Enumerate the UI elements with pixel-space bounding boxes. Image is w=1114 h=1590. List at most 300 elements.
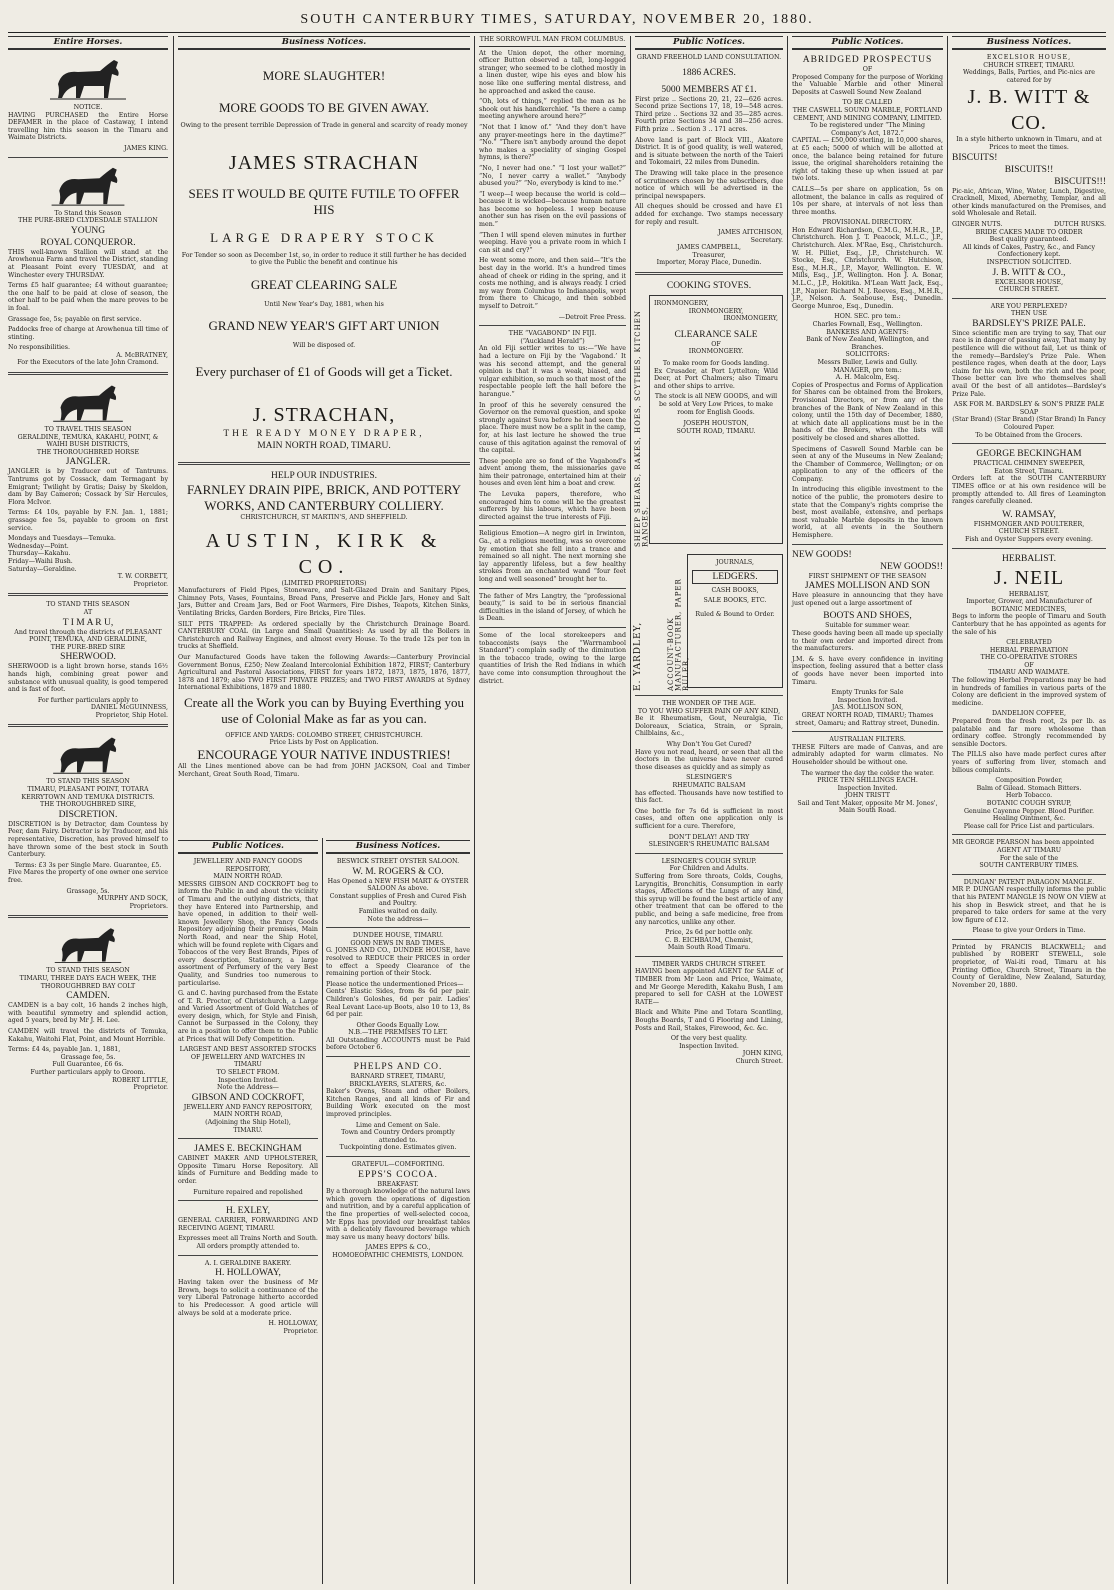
ad-body: Black and White Pine and Totara Scantling, Boughs Boards, T and G Flooring and Lining, Posts and Rail, Stakes, Firewood, &c. &c. <box>635 1009 783 1032</box>
ad-sub: BREAKFAST. <box>377 1180 419 1188</box>
ad-sub: DON'T DELAY! AND TRY <box>668 833 750 841</box>
ad-intro: TO TRAVEL THIS SEASON <box>44 426 132 434</box>
ad-headline: LARGE DRAPERY STOCK <box>210 229 438 245</box>
ad-sub: PROVISIONAL DIRECTORY. <box>822 219 913 227</box>
ad-headline: THE CO-OPERATIVE STORES <box>980 654 1078 662</box>
ad-sub: PRACTICAL CHIMNEY SWEEPER, <box>973 460 1085 468</box>
horse-icon <box>48 923 128 965</box>
ad-body: J.M. & S. have every confidence in inviting inspection, feeling assured that a better class of goods have never been imported into Timaru. <box>792 655 943 686</box>
ad-address: Importer, Moray Place, Dunedin. <box>656 259 762 267</box>
ad-body: Proposed Company for the purpose of Working the Valuable Marble and other Mineral Deposits at Caswell Sound New Zealand <box>792 73 943 96</box>
ad-body: G. and C. having purchased from the Estate of T. R. Proctor, of Christchurch, a Large and Varied Assortment of Gold Watches of every design, which, for Style and Finish, Cannot be Surpassed in the Colony, they are in a position to offer them to the Public at Prices that will Defy Competition. <box>178 990 318 1043</box>
ad-body: Our Manufactured Goods have taken the following Awards:—Canterbury Provincial Government Bonus, £250; New Zealand Intercolonial Exhibition 1872, FIRST; Canterbury Agricultural and Pastoral Associations, FIRST for years 1872, 1873, 1875, 1876, 1877, 1878 and 1879; also TWO FIRST PRIVATE PRIZES; and TWO FIRST AWARDS at Sydney International Exhibitions, 1879 and 1880. <box>178 653 470 692</box>
ad-address: SOUTH ROAD, TIMARU. <box>676 427 756 435</box>
horse-icon <box>48 732 128 776</box>
ad-grassage: Grassage fee, 5s. <box>60 1053 116 1061</box>
article-paragraph: “No, I never had one.” “I lost your wallet?” “No, I never carry a wallet.” “Anybody abused you?” “No, everybody is kind to me.” <box>479 164 626 188</box>
ad-location: CHRISTCHURCH, ST MARTIN'S, AND SHEFFIELD. <box>240 513 408 521</box>
ad-terms: Terms: £3 3s per Single Mare. Guarantee, £5. <box>14 861 162 869</box>
ad-sub: Inspection Invited. <box>837 696 898 704</box>
ad-signature-sub: Proprietor. <box>133 1084 168 1092</box>
ad-body: SHERWOOD is a light brown horse, stands 16½ hands high, combining great power and substance with unusual quality, is good tempered and is fast of foot. <box>8 663 168 694</box>
ad-signature-sub: HOMOEOPATHIC CHEMISTS, LONDON. <box>332 1251 464 1259</box>
ad-headline: IRONMONGERY, <box>723 315 778 323</box>
ad-body: THESE Filters are made of Canvas, and are admirably adapted for warm climates. No Householder should be without one. <box>792 743 943 766</box>
column-public-notices-2 <box>792 36 943 1584</box>
ad-body: All kinds of Cakes, Pastry, &c., and Fancy Confectionery kept. <box>962 243 1096 259</box>
ad-signature: A. McBRATNEY, <box>116 351 168 359</box>
ad-body: Hon Edward Richardson, C.M.G., M.H.R., J.P., Christchurch. Hon J. T. Peacock, M.L.C., J.P., Christchurch. Alex. M'Rae, Esq., Christchurch. W. H. Pilliet, Esq., J.P., Christchurch. W. Stocke, Esq., Christchurch. W. Hutchison, Esq., M.H.R., J.P., Mayor, Wellington. E. W. Mills, Esq., J.P., Wellington. Hon J. A. Bonar, M.L.C., J.P., Hokitika. M'Lean Watt Jack, Esq., J.P., Napier. Richard N. J. Reeves, Esq., M.H.R., J.P., Nelson. A. Seabouse, Esq., Dunedin. George Munroe, Esq., Dunedin. <box>792 226 943 310</box>
ad-sub: Suitable for summer wear. <box>825 622 910 630</box>
ad-signature: JOHN TRISTT <box>845 792 890 800</box>
article-title: THE “VAGABOND” IN FIJI. <box>508 330 597 338</box>
ad-signature: JAS. MOLLISON SON, <box>831 704 904 712</box>
ad-sub: Families waited on daily. <box>358 907 438 915</box>
column-divider <box>947 36 948 1584</box>
article-paragraph: The Levuka papers, therefore, who encouraged him to come will be the greatest sufferers by his labours, which have been directed against the true interests of Fiji. <box>479 491 626 521</box>
ad-sub: AGENT AT TIMARU <box>996 846 1062 854</box>
ad-item: Healing Ointment, &c. <box>992 815 1066 823</box>
ad-address: Eaton Street, Timaru. <box>994 467 1064 475</box>
horse-name: JANGLER. <box>65 457 111 468</box>
ad-headline: Every purchaser of £1 of Goods will get a Ticket. <box>195 363 453 379</box>
article-credit: —Detroit Free Press. <box>558 313 626 321</box>
schedule-line: Friday—Waihi Bush. <box>8 557 73 565</box>
notice-body: HAVING PURCHASED the Entire Horse DEFAMER in the place of Castaway, I intend travelling him this season in the Timaru and Waimate Districts. <box>8 111 168 142</box>
ad-body: First prize .. Sections 20, 21, 22—626 acres. Second prize Sections 17, 18, 19—548 acres. Third prize .. Sections 32 and 35—285 acres. Fourth prize Sections 34 and 38—256 acres. Fifth prize .. Section 3 .. 171 acres. <box>635 95 783 133</box>
ad-item: JOURNALS, <box>715 559 755 567</box>
ad-body: Orders left at the SOUTH CANTERBURY TIMES office or at his own residence will be promptly attended to. All fires of Leamington ranges carefully cleaned. <box>952 475 1106 506</box>
ad-responsibility: No responsibilities. <box>8 344 70 352</box>
article-title: THE SORROWFUL MAN FROM COLUMBUS. <box>479 36 626 47</box>
ad-sub: For the sale of the <box>999 854 1059 862</box>
column-public-notices-sub <box>178 840 318 1584</box>
article-paragraph: “Then I will spend eleven minutes in further weeping. Have you a private room in which I can sit and cry?” <box>479 231 626 254</box>
ad-note: Five Mares the property of one owner one service free. <box>8 869 168 884</box>
ad-sub: MANAGER, pro tem.: <box>833 366 902 374</box>
ad-headline: BISCUITS! <box>952 152 998 163</box>
ad-sub: OF <box>862 66 873 73</box>
ad-signature: J. STRACHAN, <box>252 403 396 426</box>
ad-headline: FIRST SHIPMENT OF THE SEASON <box>808 572 927 580</box>
ad-sub: PRICE TEN SHILLINGS EACH. <box>817 777 918 785</box>
ad-item: CASH BOOKS, <box>711 586 759 594</box>
horse-name: CAMDEN. <box>66 991 110 1002</box>
ad-body: Gents' Elastic Sides, from 8s 6d per pair. Children's Goloshes, 6d per pair. Ladies' Real Levant Lace-up Boots, also 10 to 13, 8s 6d per pair. <box>326 988 470 1019</box>
ad-headline: A. I. GERALDINE BAKERY. <box>204 1259 292 1267</box>
ad-body: MR P. DUNGAN respectfully informs the public that his PATENT MANGLE IS NOW ON VIEW at his shop in Beswick street, and that he is prepared to take orders for same at the very low figure of £12. <box>952 886 1106 924</box>
ad-body: Weddings, Balls, Parties, and Pic-nics are catered for by <box>962 69 1096 84</box>
horse-name: YOUNG <box>70 225 106 236</box>
ad-sub: Price, 2s 6d per bottle only. <box>665 929 753 937</box>
ad-sub: CELEBRATED <box>1006 639 1052 647</box>
ad-sub: The warmer the day the colder the water. <box>801 769 934 777</box>
ad-signature-sub: Secretary. <box>750 236 783 244</box>
ad-sub: (Star Brand) (Star Brand) (Star Brand) In Fancy Coloured Paper. <box>952 416 1106 431</box>
ad-headline: COOKING STOVES. <box>666 281 752 292</box>
column-business-notices-sub <box>326 840 470 1584</box>
ad-headline: DUNDEE HOUSE, TIMARU. <box>352 932 444 940</box>
article-paragraph: He went some more, and then said—“It's the best day in the world. It's a hundred times ahead of cheek or riding in the spring, and it costs me nothing, and is always ready. I cried my way from Columbus to Indianapolis, wept from there to Chicago, and then sobbed myself to Detroit.” <box>479 257 626 310</box>
ad-body: A. H. Malcolm, Esq. <box>835 374 900 382</box>
ad-body: Will be disposed of. <box>292 342 356 350</box>
article-paragraph: An old Fiji settler writes to us:—“We have had a lecture on Fiji by the ‘Vagabond.’ It was his second attempt, and the general opinion is that it was a weak, biased, and vulgar exhibition, so much so that most of the respectable people left the hall before the harangue.” <box>479 345 626 398</box>
ad-sub: To be registered under “The Mining Company's Act, 1872.” <box>809 122 925 137</box>
ad-headline: GRAND NEW YEAR'S GIFT ART UNION <box>208 318 440 334</box>
ad-name: THE CASWELL SOUND MARBLE, FORTLAND CEMENT, AND MINING COMPANY, LIMITED. <box>792 106 943 122</box>
ad-headline: SOUTH CANTERBURY TIMES. <box>979 862 1079 870</box>
ad-sub: JEWELLERY AND FANCY REPOSITORY, <box>183 1103 313 1111</box>
ad-headline: IRONMONGERY, <box>688 307 744 315</box>
ad-sub: Inspection Invited. <box>218 1076 278 1084</box>
ad-sub: OF <box>1024 661 1034 669</box>
ad-body: Have you not read, heard, or seen that all the doctors in the universe have never cured those diseases as quickly and as simply as <box>635 748 783 771</box>
column-business-notices-wide <box>178 36 470 831</box>
ad-body: Having taken over the business of Mr Brown, begs to solicit a continuance of the very Liberal Patronage hitherto accorded to his Predecessor. A good article will always be sold at a moderate price. <box>178 1279 318 1317</box>
schedule-line: Wednesday—Point. <box>8 542 69 550</box>
ad-body: The following Herbal Preparations may be had in hundreds of families in various parts of the Colony are deficient in the improved system of medicine. <box>952 677 1106 707</box>
section-header: Business Notices. <box>326 840 470 854</box>
ad-signature: T. W. CORBETT, <box>117 573 168 581</box>
ad-headline: 5000 MEMBERS AT £1. <box>661 84 757 95</box>
ad-name: JAMES E. BECKINGHAM <box>194 1144 302 1155</box>
ad-name: H. EXLEY, <box>226 1206 270 1217</box>
ad-contact: Further particulars apply to Groom. <box>30 1068 146 1076</box>
ad-body: GENERAL CARRIER, FORWARDING AND RECEIVING AGENT, TIMARU. <box>178 1217 318 1232</box>
ad-name: J. B. WITT & CO. <box>967 86 1091 135</box>
column-entire-horses <box>8 36 168 1584</box>
ad-body: In introducing this eligible investment to the notice of the public, the promoters desire to state that the Company's rights comprise the best, most available, extensive, and perhaps most valuable Marble deposits in the known world, at all events in the Southern Hemisphere. <box>792 486 943 540</box>
ad-body: All the Lines mentioned above can be had from JOHN JACKSON, Coal and Timber Merchant, Great South Road, Timaru. <box>178 763 470 778</box>
ad-headline: ASK FOR M. BARDSLEY & SON'S PRIZE PALE SOAP <box>953 401 1105 416</box>
ad-headline: TIMBER YARDS CHURCH STREET. <box>652 960 766 968</box>
ad-body: Specimens of Caswell Sound Marble can be seen at any of the Museums in New Zealand; the Chamber of Commerce, Wellington; or on application to any of the officers of the Company. <box>792 445 943 483</box>
horse-name: DISCRETION. <box>58 809 118 820</box>
ad-signature: JAMES AITCHISON, <box>717 229 783 237</box>
ad-signature: ROBERT LITTLE, <box>112 1076 168 1084</box>
ad-headline: TIMARU AND WAIMATE. <box>988 669 1070 677</box>
ad-body: CAMDEN is a bay colt, 16 hands 2 inches high, with beautiful symmetry and splendid action, aged 5 years, bred by Mr J. H. Lee. <box>8 1002 168 1025</box>
ad-headline: GINGER NUTS. <box>952 220 1003 228</box>
horse-icon <box>48 380 128 424</box>
ad-sub: Inspection Invited. <box>679 1042 739 1050</box>
ad-signature: DANIEL McGUINNESS, <box>90 704 168 712</box>
notice-signature: JAMES KING. <box>124 144 168 152</box>
ad-sub: N.B.—THE PREMISES TO LET. <box>348 1029 448 1037</box>
column-business-notices <box>952 36 1106 1584</box>
column-divider <box>787 36 788 1584</box>
ad-address: MAIN NORTH ROAD, <box>213 1111 283 1119</box>
ad-sub: Inspection Invited. <box>837 784 898 792</box>
ad-sub: Note the Address— <box>217 1084 279 1092</box>
ad-headline: GREAT CLEARING SALE <box>250 276 398 292</box>
ad-headline: THE WONDER OF THE AGE. <box>662 700 756 708</box>
section-header: Public Notices. <box>635 36 783 50</box>
ad-body: Baker's Ovens, Steam and other Boilers, Kitchen Ranges, and all kinds of Fir and Building Work executed on the most improved principles. <box>326 1088 470 1119</box>
ad-headline: 1886 ACRES. <box>682 67 736 78</box>
ad-headline: FARNLEY DRAIN PIPE, BRICK, AND POTTERY WORKS, AND CANTERBURY COLLIERY. <box>186 481 462 513</box>
ad-sub: Lime and Cement on Sale. <box>355 1121 441 1129</box>
ad-name: EPPS'S COCOA. <box>358 1169 438 1180</box>
ad-body: All cheques should be crossed and have £1 added for exchange. Two stamps necessary for reply and result. <box>635 203 783 226</box>
ad-headline: DANDELION COFFEE, <box>991 710 1066 718</box>
ad-name: J. NEIL <box>993 566 1065 589</box>
ad-sub: To be Obtained from the Grocers. <box>975 431 1083 439</box>
ad-sub: TO SELECT FROM. <box>216 1069 280 1077</box>
ad-sub: Price Lists by Post on Application. <box>269 739 379 747</box>
ad-signature: H. HOLLOWAY, <box>268 1320 318 1328</box>
ad-headline: BISCUITS!! <box>1004 164 1054 175</box>
ad-headline: JEWELLERY AND FANCY GOODS REPOSITORY, <box>193 858 303 873</box>
ad-terms: Terms £5 half guarantee; £4 without guarantee; the one half to be paid at close of season, the other half to be paid when the mare proves to be in foal. <box>8 282 168 312</box>
ad-signature: JAMES CAMPBELL, <box>676 244 742 252</box>
ad-signature: C. B. EICHBAUM, Chemist, <box>665 936 753 944</box>
ad-name: PHELPS AND CO. <box>353 1062 443 1073</box>
article-paragraph: At the Union depot, the other morning, officer Button observed a tall, long-legged stranger, who seemed to be clothed mostly in a linen duster, wipe his eyes and blow his nose like one suffering mental distress, and he approached and asked the cause. <box>479 49 626 95</box>
ad-sub: HON. SEC. pro tem.: <box>834 313 901 321</box>
ad-headline: BISCUITS!!! <box>1054 176 1106 187</box>
ad-headline: DUNGAN' PATENT PARAGON MANGLE. <box>963 878 1095 886</box>
ad-body: MR GEORGE PEARSON has been appointed <box>952 839 1095 847</box>
ad-travel: And travel through the districts of PLEASANT POINT, TEMUKA, AND GERALDINE, <box>14 628 162 644</box>
ad-item: Genuine Cayenne Pepper. Blood Purifier. <box>964 807 1094 815</box>
ad-body: For Tender so soon as December 1st, so, in order to reduce it still further he has decided to give the Public the benefit and continue his <box>181 251 467 267</box>
ad-body: The PILLS also have made perfect cures after years of suffering from liver, stomach and bilious complaints. <box>952 751 1106 774</box>
ad-address: TIMARU. <box>233 1126 263 1134</box>
ad-breed: THE PURE-BRED CLYDESDALE STALLION <box>18 217 158 225</box>
ad-headline: MORE SLAUGHTER! <box>262 68 386 83</box>
imprint: Printed by FRANCIS BLACKWELL; and published by ROBERT STEWELL, sole proprietor, of Wai-iti road, Timaru at his Printing Office, Church Street, Timaru in the County of Geraldine, New Zealand, Saturday, November 20, 1880. <box>952 943 1106 989</box>
ad-sub: Tuckpointing done. Estimates given. <box>339 1144 457 1152</box>
ad-address: Church Street. <box>735 1058 783 1065</box>
ad-body: Since scientific men are trying to say, That our race is in danger of passing away, That many by pestilence will die without fail, Let us think of the remedy—Bardsley's Prize Pale. When pestilence rages, when death at the door, Lays claim for his own, both the rich and the poor, Those better can live who themselves shall avail Of the best of all antidotes—Bardsley's Prize Pale. <box>952 329 1106 398</box>
column-reading-matter <box>479 36 626 1584</box>
ad-breed: THE THOROUGHBRED HORSE <box>36 448 140 456</box>
ad-headline: GRATEFUL—COMFORTING. <box>351 1161 445 1168</box>
ad-address: MAIN NORTH ROAD, TIMARU. <box>257 440 391 451</box>
section-header: Public Notices. <box>178 840 318 854</box>
ad-headline: GRAND FREEHOLD LAND CONSULTATION. <box>636 54 782 61</box>
horse-name: ROYAL CONQUEROR. <box>40 237 136 248</box>
article-paragraph: Some of the local storekeepers and tobacconists (says the “Warrnambool Standard”) complain sadly of the diminution in the tobacco trade, owing to the large quantities of Irish the Red Indians in which have come into consumption throughout the district. <box>479 631 626 685</box>
ad-body: THIS well-known Stallion will stand at the Arowhenua Farm and travel the District, standing at Pleasant Point every TUESDAY, and at Winchester every THURSDAY. <box>8 248 168 279</box>
ad-sub: Note the address— <box>367 915 429 923</box>
ad-sub: BARNARD STREET, TIMARU, BRICKLAYERS, SLATERS, &c. <box>349 1073 447 1088</box>
section-header: Entire Horses. <box>8 36 168 50</box>
ad-body: All Outstanding ACCOUNTS must be Paid before October 6. <box>326 1036 470 1052</box>
masthead-rule <box>8 32 1106 33</box>
ad-sub: Ruled & Bound to Order. <box>695 610 775 618</box>
ad-body: G. JONES AND CO., DUNDEE HOUSE, have resolved to REDUCE their PRICES in order to effect a Speedy Clearance of the remaining portion of their Stock. <box>326 947 470 978</box>
section-header: Public Notices. <box>792 36 943 50</box>
ad-places: TIMARU, THREE DAYS EACH WEEK, THE THOROUGHBRED BAY COLT <box>19 974 157 990</box>
ad-name: JAMES MOLLISON AND SON <box>804 581 931 592</box>
ad-body: JANGLER is by Traducer out of Tantrums. Tantrums got by Cossack, dam Termagant by Emigrant; Twilight by Gratis; Daisy by Skeldon, dam by Bay Cameron; Cossack by Sir Hercules, Flora McIvor. <box>8 468 168 506</box>
article-paragraph: “I weep—I weep because the world is cold—because it is wicked—because human nature has become so hopeless. I weep because another sun has risen on the evil passions of men.” <box>479 190 626 229</box>
ad-signature: JOHN KING, <box>742 1050 783 1058</box>
article-paragraph: The father of Mrs Langtry, the “professional beauty,” is said to be in serious financial difficulties in the island of Jersey, of which he is Dean. <box>479 592 626 623</box>
ad-item: Composition Powder, <box>995 777 1063 785</box>
ad-name: GEORGE BECKINGHAM <box>976 449 1082 460</box>
ad-name: BARDSLEY'S PRIZE PALE. <box>972 318 1086 329</box>
ad-signature-sub: EXCELSIOR HOUSE, <box>994 278 1064 286</box>
ad-places: GERALDINE, TEMUKA, KAKAHU, POINT, & WAIHI BUSH DISTRICTS, <box>17 433 159 449</box>
ad-body: CABINET MAKER AND UPHOLSTERER, Opposite Timaru Horse Repository. All kinds of Furniture and Bedding made to order. <box>178 1155 318 1185</box>
ad-headline: MORE GOODS TO BE GIVEN AWAY. <box>218 100 430 115</box>
ad-headline: TO YOU WHO SUFFER PAIN OF ANY KIND, <box>637 707 781 715</box>
ad-name: GIBSON AND COCKROFT, <box>191 1092 305 1103</box>
ad-body: Be it Rheumatism, Gout, Neuralgia, Tic Doloreaux, Sciatica, Strain, or Sprain, Chilblains, &c., <box>635 715 783 738</box>
ad-headline: ENCOURAGE YOUR NATIVE INDUSTRIES! <box>197 747 451 763</box>
ad-intro: TO STAND THIS SEASON <box>46 778 130 786</box>
ad-sub: Empty Trunks for Sale <box>831 689 904 697</box>
ad-body: By a thorough knowledge of the natural laws which govern the operations of digestion and nutrition, and by a careful application of the fine properties of well-selected cocoa, Mr Epps has provided our breakfast tables with a delicately flavoured beverage which may save us many heavy doctors' bills. <box>326 1188 470 1241</box>
ad-headline: LESINGER'S COUGH SYRUP. <box>661 857 757 865</box>
ad-item: Balm of Gilead. Stomach Bitters. <box>976 784 1082 792</box>
ad-breed: THE PURE-BRED SIRE <box>50 643 126 651</box>
ad-body: HAVING been appointed AGENT for SALE of TIMBER from Mr Leon and Price, Waimate, and Mr George Meredith, Kakahu Bush, I am prepared to sell for CASH at the LOWEST RATE— <box>635 968 783 1006</box>
ad-paddock: Paddocks free of charge at Arowhenua till time of stinting. <box>8 326 168 341</box>
ad-signature: MURPHY AND SOCK, <box>97 895 168 903</box>
ad-body: Until New Year's Day, 1881, when his <box>264 300 384 308</box>
article-paragraph: “Not that I know of.” “And they don't have any prayer-meetings here in the daytime?” “No.” “There isn't anybody around the depot who makes a speciality of singing Gospel hymns, is there?” <box>479 123 626 162</box>
ad-sub: Furniture repaired and repolished <box>193 1188 303 1196</box>
ad-headline: BRIDE CAKES MADE TO ORDER <box>975 228 1083 236</box>
ad-grassage: Grassage, 5s. <box>66 887 110 895</box>
ad-headline: ARE YOU PERPLEXED? <box>990 302 1068 310</box>
ad-sub: Town and Country Orders promptly attended to. <box>341 1129 455 1144</box>
ad-body: CALLS—5s per share on application, 5s on allotment, the balance in calls as required of 10s per share, at intervals of not less than three months. <box>792 185 943 216</box>
ad-body: Owing to the present terrible Depression of Trade in general and scarcity of ready money <box>180 122 468 129</box>
ad-terms: Terms: £4 10s, payable by F.N. Jan. 1, 1881; grassage fee 5s, payable to groom on first service. <box>8 509 168 532</box>
ad-signature-sub: Treasurer, <box>692 251 726 259</box>
ad-address: MAIN NORTH ROAD. <box>213 873 283 881</box>
ad-body: Importer, Grower, and Manufacturer of BOTANIC MEDICINES, <box>966 598 1092 613</box>
ad-headline: NEW GOODS! <box>792 549 852 560</box>
masthead <box>0 0 1114 32</box>
ad-body: The Drawing will take place in the presence of scrutineers chosen by the subscribers, due notice of which will be advertised in the principal newspapers. <box>635 169 783 200</box>
ad-headline: LARGEST AND BEST ASSORTED STOCKS OF JEWELLERY AND WATCHES IN TIMARU <box>179 1046 317 1069</box>
article-paragraph: These people are so fond of the Vagabond's advent among them, the missionaries gave him their patronage, entertained him at their houses and even lent him a boat and crew. <box>479 457 626 488</box>
ad-sub: Expresses meet all Trains North and South. <box>178 1235 318 1243</box>
section-header: Business Notices. <box>178 36 470 50</box>
ad-address: CHURCH STREET, TIMARU. <box>983 61 1075 69</box>
ad-name: JAMES STRACHAN <box>228 151 420 174</box>
column-divider <box>630 36 631 1584</box>
section-header: Business Notices. <box>952 36 1106 50</box>
ad-places: TIMARU, PLEASANT POINT, TOTARA KERRYTOWN AND TEMUKA DISTRICTS. <box>21 786 155 801</box>
ad-headline: SEES IT WOULD BE QUITE FUTILE TO OFFER HIS <box>188 185 460 217</box>
article-paragraph: “Oh, lots of things,” replied the man as he shook out his handkerchief. “Is there a camp meeting anywhere around here?” <box>479 98 626 121</box>
ad-body: Have pleasure in announcing that they have just opened out a large assortment of <box>792 592 943 607</box>
ad-body: Please notice the undermentioned Prices— <box>326 980 464 988</box>
horse-icon <box>48 54 128 102</box>
ad-body: Messrs Buller, Lewis and Gully. <box>817 358 918 366</box>
ad-body: Bank of New Zealand, Wellington, and Branches. <box>806 336 929 351</box>
ad-name: SLESINGER'S RHEUMATIC BALSAM <box>648 841 770 849</box>
ad-sub: Other Goods Equally Low. <box>356 1021 440 1029</box>
ad-address: Main South Road Timaru. <box>667 944 751 952</box>
masthead-title: SOUTH CANTERBURY TIMES, SATURDAY, NOVEMBER 20, 1880. <box>300 12 814 27</box>
ad-headline: HELP OUR INDUSTRIES. <box>271 470 377 481</box>
ad-body: Fish and Oyster Suppers every evening. <box>965 535 1093 543</box>
notice-title: NOTICE. <box>73 104 103 111</box>
ad-sub: BANKERS AND AGENTS: <box>826 328 909 336</box>
ad-sub: FISHMONGER AND POULTERER, <box>973 520 1085 528</box>
ad-body: One bottle for 7s 6d is sufficient in most cases, and often one application only is sufficient for a cure. Therefore, <box>635 807 783 830</box>
ad-sub: OF <box>711 340 721 348</box>
horse-icon <box>48 162 128 208</box>
column-divider <box>322 838 323 1584</box>
ad-headline: DUTCH RUSKS. <box>1053 220 1106 228</box>
ad-headline: AUSTRALIAN FILTERS. <box>829 736 906 744</box>
ad-signature: JOSEPH HOUSTON, <box>683 420 749 428</box>
ad-address: CHURCH STREET. <box>998 286 1060 294</box>
ad-body: Prepared from the fresh root, 2s per lb. as palatable and far more wholesome than ordinary coffee. Strongly recommended by sensible Doctors. <box>952 718 1106 748</box>
ad-signature-sub: For the Executors of the late John Cramond. <box>17 359 159 367</box>
ad-place: T I M A R U, <box>62 617 114 628</box>
ad-body: CAPITAL — £50,000 sterling, in 10,000 shares, at £5 each; 5000 of which will be allotted at once, the balance being retained for future issue, the original shareholders retaining the right of taking these up when issued at par two lots. <box>792 137 943 183</box>
ad-headline: HERBAL PREPARATION <box>989 646 1069 654</box>
ad-travel: CAMDEN will travel the districts of Temuka, Kakahu, Waitohi Flat, Point, and Mount Horrible. <box>8 1027 168 1043</box>
ad-headline-row <box>952 221 1106 229</box>
ad-headline: CLEARANCE SALE <box>674 329 758 340</box>
ad-address: (Adjoining the Ship Hotel), <box>205 1119 291 1126</box>
ad-headline: EXCELSIOR HOUSE, <box>986 54 1072 61</box>
ad-sub: TO BE CALLED <box>842 99 893 107</box>
article-subtitle: (“Auckland Herald”) <box>520 337 585 345</box>
ad-headline: IRONMONGERY, <box>654 300 709 308</box>
ad-name: W. RAMSAY, <box>1002 509 1056 520</box>
ad-headline: BOOTS AND SHOES, <box>823 611 912 622</box>
column-public-notices <box>635 36 783 1584</box>
ad-name: RHEUMATIC BALSAM <box>672 782 746 789</box>
ad-intro: To Stand this Season <box>54 209 122 217</box>
ad-address: GREAT NORTH ROAD, TIMARU; Thames street, Oamaru; and Rattray street, Dunedin. <box>795 711 940 727</box>
ad-body: Suffering from Sore throats, Colds, Coughs, Laryngitis, Bronchitis, Consumption in early stages, Affections of the Lungs of any kind, this syrup will be found the best article of any other treatment that can be offered to the public, and being a safe medicine, free from any narcotics, unlike any other. <box>635 872 783 926</box>
ad-signature-sub: Proprietors. <box>129 902 168 910</box>
ad-item: Herb Tobacco. <box>1005 792 1053 800</box>
ad-sub: Why Don't You Get Cured? <box>666 741 752 749</box>
article-paragraph: In proof of this he severely censured the Governor on the removal question, and spoke strongly against Suva before he had seen the place. There must now be a split in the camp, for, at his last lecture he showed the true cause of this agitation against the removal of the capital. <box>479 401 626 455</box>
ad-headline: GOOD NEWS IN BAD TIMES. <box>350 939 446 947</box>
ad-headline: IRONMONGERY. <box>688 348 744 356</box>
ad-address: CHURCH STREET. <box>998 528 1060 536</box>
ad-sub: All orders promptly attended to. <box>196 1242 300 1250</box>
ad-body: Constant supplies of Fresh and Cured Fish and Poultry. <box>329 892 467 908</box>
ad-sub: ACCOUNT-BOOK MANUFACTURER, PAPER RULER, <box>667 578 691 692</box>
ad-body: Copies of Prospectus and Forms of Application for Shares can be obtained from the Brokers, Provisional Directors, or from any of the branches of the Bank of New Zealand in this colony, until the 15th day of December, 1880, at which date all applications must be in the hands of the Brokers, when the lists will positively be closed and shares allotted. <box>792 381 943 442</box>
ad-sub: INSPECTION SOLICITED. <box>986 258 1072 266</box>
ad-address: Sail and Tent Maker, opposite Mr M. Jones', Main South Road. <box>797 799 938 815</box>
ad-body: In a style hitherto unknown in Timaru, and at Prices to meet the times. <box>956 136 1102 151</box>
ad-headline: BESWICK STREET OYSTER SALOON. <box>336 858 460 865</box>
ad-body: Has Opened a NEW FISH MART & OYSTER SALOON As above. <box>327 877 469 893</box>
ad-name: E. YARDLEY, <box>633 621 643 692</box>
ad-body: DISCRETION is by Detractor, dam Countess by Peer, dam Fairy. Detractor is by Traducer, and his representative, Discretion, has proved himself to have thrown some of the best stock in South Canterbury. <box>8 820 168 859</box>
ad-terms: Terms: £4 4s, payable Jan. 1, 1881, <box>8 1046 121 1054</box>
ad-address: OFFICE AND YARDS: COLOMBO STREET, CHRISTCHURCH. <box>225 731 423 739</box>
ad-body: SILT PITS TRAPPED: As ordered specially by the Christchurch Drainage Board. CANTERBURY COAL (in Large and Small Quantities): As used by all the Boilers in Christchurch and Railway Engines, and almost every House. To the trade 12s per ton in trucks at Sheffield. <box>178 620 470 651</box>
ad-name: H. HOLLOWAY, <box>215 1268 281 1279</box>
schedule-line: Saturday—Geraldine. <box>8 565 77 573</box>
schedule-line: Mondays and Tuesdays—Temuka. <box>8 535 116 543</box>
ad-sub: HERBALIST, <box>1008 590 1050 598</box>
ad-sub: For Children and Adults. <box>669 865 749 873</box>
ad-signature-sub: THE READY MONEY DRAPER, <box>223 428 425 439</box>
ad-body: Manufacturers of Field Pipes, Stoneware, and Salt-Glazed Drain and Sanitary Pipes, Chimney Pots, Vases, Fountains, Bread Pans, Preserve and Pickle Jars, Honey and Salt Jars, Butter and Cream Jars, Bed or Foot Warmers, Fire Dishes, Teapots, Kitchen Sinks, Ventilating Bricks, Garden Borders, Fire Bricks, Fire Tiles. <box>178 587 470 617</box>
ad-name: SLESINGER'S <box>686 774 732 782</box>
